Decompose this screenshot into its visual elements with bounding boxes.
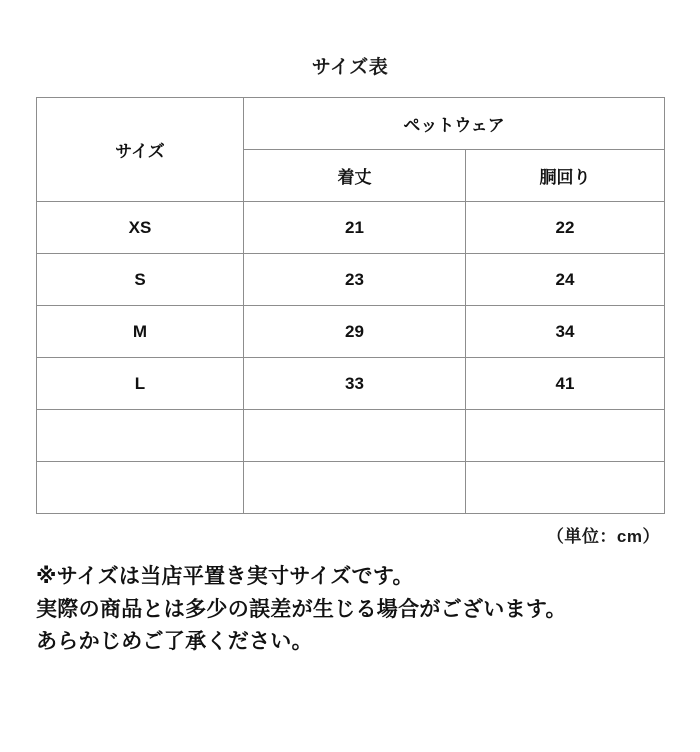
table-row [37,462,665,514]
table-row [37,410,665,462]
table-header-row-group [37,98,665,150]
row-size-label: L [37,358,244,410]
row-girth-value: 41 [466,358,665,410]
row-girth-value [466,462,665,514]
table-row [37,202,665,254]
row-length-value: 29 [244,306,466,358]
table-row [37,254,665,306]
row-size-label [37,410,244,462]
page-title: サイズ表 [311,57,389,78]
row-girth-value: 34 [466,306,665,358]
row-length-value: 21 [244,202,466,254]
row-length-value [244,410,466,462]
size-chart-page [0,52,700,752]
header-size-label: サイズ [37,98,244,202]
row-size-label: S [37,254,244,306]
table-row [37,358,665,410]
row-girth-value [466,410,665,462]
row-length-value [244,462,466,514]
notes-block [36,561,700,659]
size-table [36,97,665,514]
table-row [37,306,665,358]
note-line-1: ※サイズは当店平置き実寸サイズです。 [36,565,414,588]
row-length-value: 23 [244,254,466,306]
row-girth-value: 22 [466,202,665,254]
row-size-label [37,462,244,514]
header-sub-length: 着丈 [244,150,466,202]
note-line-3: あらかじめご了承ください。 [36,630,313,654]
unit-note: （単位：cm） [546,527,660,546]
header-sub-girth: 胴回り [466,150,665,202]
row-size-label: M [37,306,244,358]
header-group-label: ペットウェア [244,98,665,150]
row-size-label: XS [37,202,244,254]
size-table-container [36,97,664,514]
note-line-2: 実際の商品とは多少の誤差が生じる場合がございます。 [36,597,567,621]
row-girth-value: 24 [466,254,665,306]
row-length-value: 33 [244,358,466,410]
